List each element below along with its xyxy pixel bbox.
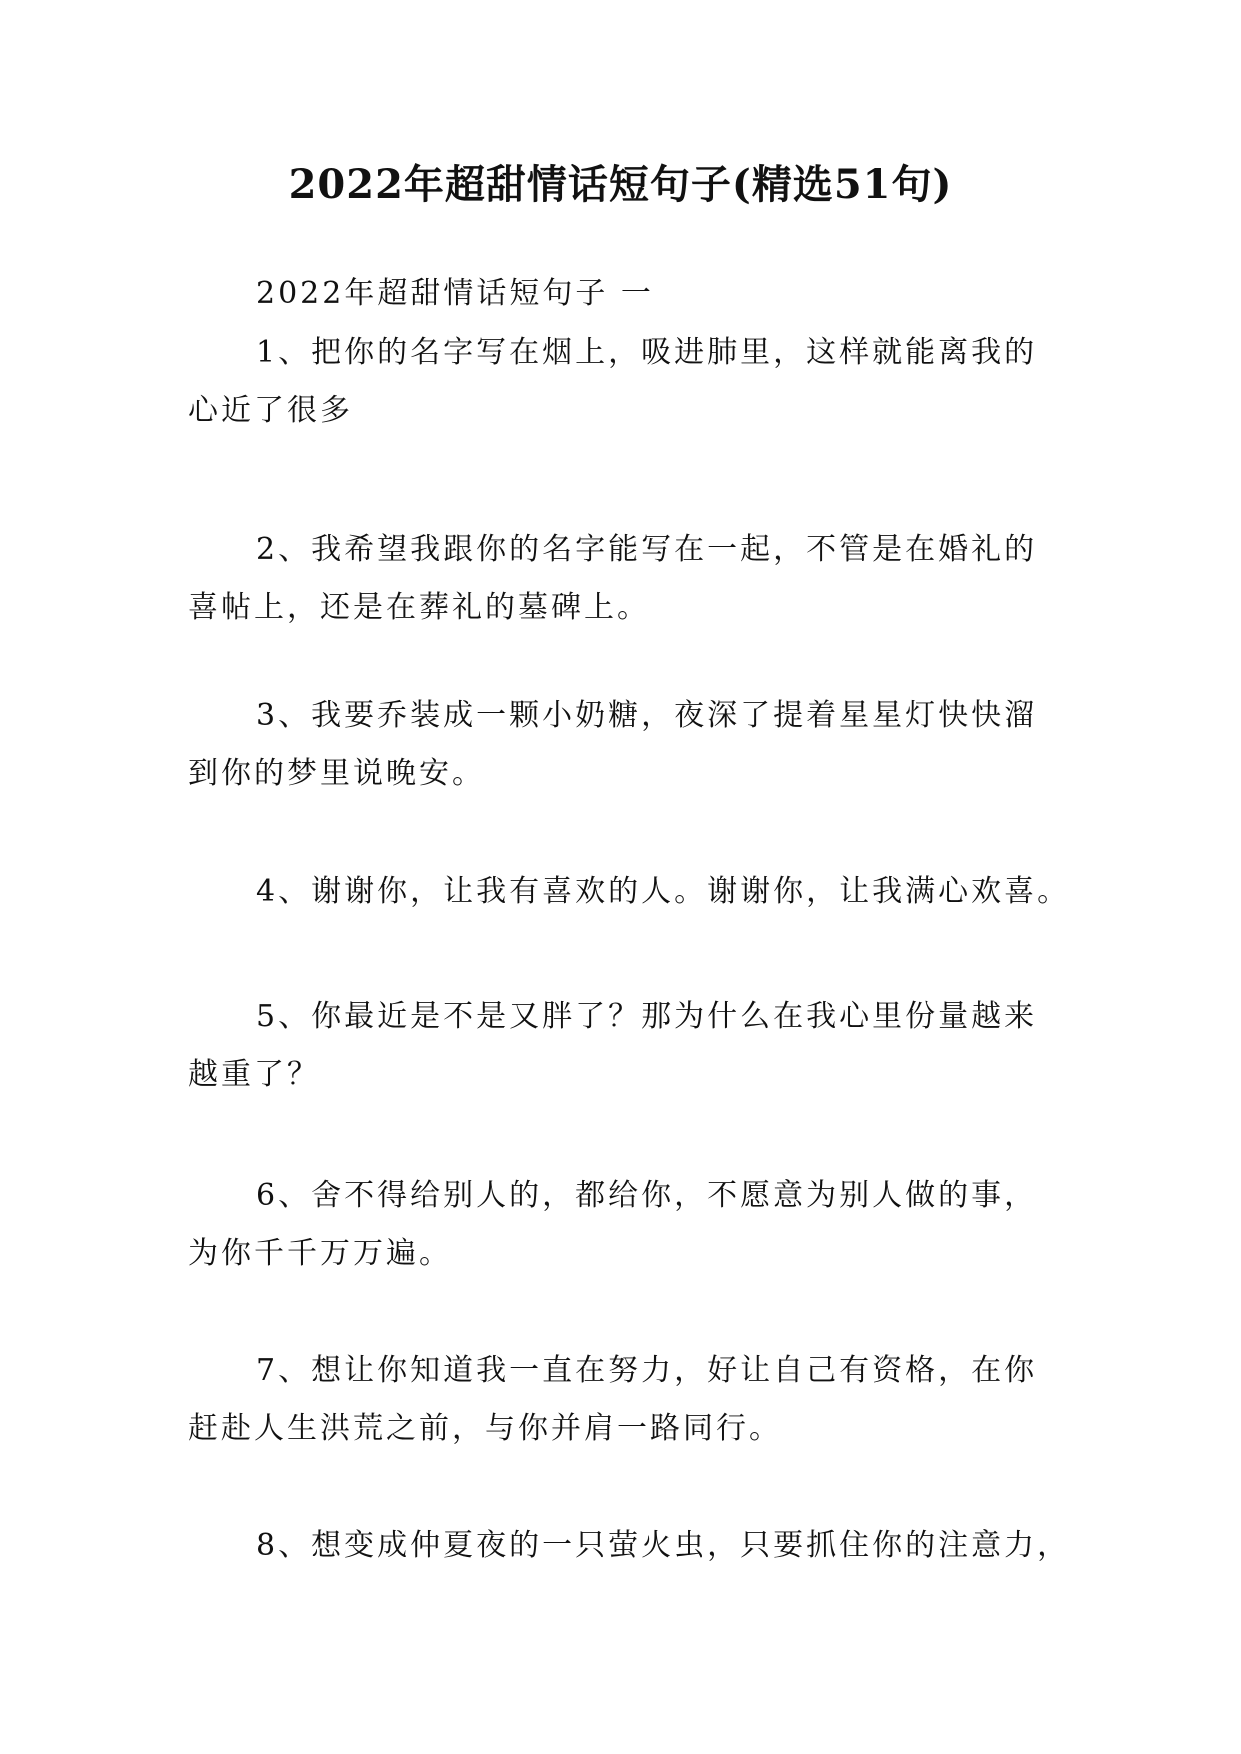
list-item [188,324,1088,440]
item-line-1: 2、我希望我跟你的名字能写在一起，不管是在婚礼的 [256,532,1038,567]
section-heading: 2022年超甜情话短句子 一 [256,276,654,311]
list-item [188,1517,1088,1575]
item-line-2: 喜帖上，还是在葬礼的墓碑上。 [188,590,650,625]
item-line-1: 8、想变成仲夏夜的一只萤火虫，只要抓住你的注意力， [256,1528,1071,1563]
item-line-1: 5、你最近是不是又胖了？那为什么在我心里份量越来 [256,999,1038,1034]
page-title: 2022年超甜情话短句子(精选51句) [288,161,953,208]
item-line-1: 4、谢谢你，让我有喜欢的人。谢谢你，让我满心欢喜。 [256,874,1071,909]
item-line-1: 3、我要乔装成一颗小奶糖，夜深了提着星星灯快快溜 [256,698,1038,733]
list-item [188,988,1088,1104]
item-line-2: 为你千千万万遍。 [188,1236,452,1271]
item-line-2: 到你的梦里说晚安。 [188,756,485,791]
item-line-2: 赶赴人生洪荒之前，与你并肩一路同行。 [188,1411,782,1446]
item-line-1: 6、舍不得给别人的，都给你，不愿意为别人做的事， [256,1178,1038,1213]
item-line-2: 越重了？ [188,1057,320,1092]
list-item [188,521,1088,637]
list-item [188,1167,1088,1283]
list-item [188,687,1088,803]
item-line-1: 1、把你的名字写在烟上，吸进肺里，这样就能离我的 [256,335,1038,370]
list-item [188,863,1088,921]
list-item [188,1342,1088,1458]
item-line-1: 7、想让你知道我一直在努力，好让自己有资格，在你 [256,1353,1038,1388]
section-heading-block [188,265,1088,323]
item-line-2: 心近了很多 [188,393,353,428]
